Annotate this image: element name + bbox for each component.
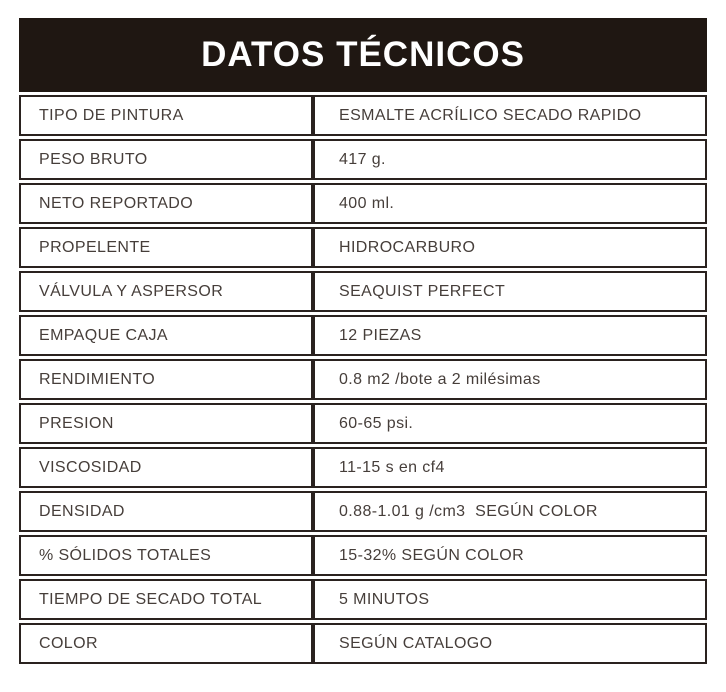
- row-value: 12 PIEZAS: [339, 326, 422, 344]
- row-label-cell: [21, 493, 315, 530]
- row-label: RENDIMIENTO: [39, 370, 156, 388]
- row-value-cell: [315, 361, 705, 398]
- row-value: HIDROCARBURO: [339, 238, 476, 256]
- table-row: [19, 623, 707, 664]
- table-title: DATOS TÉCNICOS: [201, 35, 525, 74]
- row-value: ESMALTE ACRÍLICO SECADO RAPIDO: [339, 106, 642, 124]
- row-value-cell: [315, 493, 705, 530]
- row-label-cell: [21, 537, 315, 574]
- row-value-cell: [315, 141, 705, 178]
- table-row: [19, 271, 707, 312]
- table-row: [19, 447, 707, 488]
- row-label: % SÓLIDOS TOTALES: [39, 546, 212, 564]
- row-value: 15-32% SEGÚN COLOR: [339, 546, 525, 564]
- row-label-cell: [21, 141, 315, 178]
- row-label: TIEMPO DE SECADO TOTAL: [39, 590, 263, 608]
- row-label: VÁLVULA Y ASPERSOR: [39, 282, 224, 300]
- row-value-cell: [315, 317, 705, 354]
- row-label: NETO REPORTADO: [39, 194, 194, 212]
- row-label: EMPAQUE CAJA: [39, 326, 168, 344]
- row-value-cell: [315, 625, 705, 662]
- table-row: [19, 183, 707, 224]
- row-value-cell: [315, 449, 705, 486]
- row-label-cell: [21, 449, 315, 486]
- row-label-cell: [21, 581, 315, 618]
- row-value-cell: [315, 229, 705, 266]
- table-row: [19, 359, 707, 400]
- table-rows: [19, 95, 707, 664]
- row-label-cell: [21, 361, 315, 398]
- table-row: [19, 139, 707, 180]
- row-value: 417 g.: [339, 150, 386, 168]
- row-label-cell: [21, 405, 315, 442]
- table-row: [19, 535, 707, 576]
- row-value-cell: [315, 581, 705, 618]
- row-label-cell: [21, 97, 315, 134]
- table-row: [19, 315, 707, 356]
- technical-data-table: [19, 18, 707, 664]
- table-row: [19, 403, 707, 444]
- row-label-cell: [21, 317, 315, 354]
- row-value: 0.8 m2 /bote a 2 milésimas: [339, 370, 541, 388]
- row-value: 11-15 s en cf4: [339, 458, 445, 476]
- row-value: SEGÚN CATALOGO: [339, 634, 493, 652]
- table-header: [19, 18, 707, 92]
- row-label: COLOR: [39, 634, 98, 652]
- table-row: [19, 95, 707, 136]
- row-label-cell: [21, 185, 315, 222]
- row-value: SEAQUIST PERFECT: [339, 282, 506, 300]
- row-value-cell: [315, 405, 705, 442]
- row-value-cell: [315, 185, 705, 222]
- row-label-cell: [21, 625, 315, 662]
- table-row: [19, 227, 707, 268]
- row-label: PESO BRUTO: [39, 150, 148, 168]
- row-label-cell: [21, 229, 315, 266]
- row-value: 5 MINUTOS: [339, 590, 430, 608]
- row-value: 400 ml.: [339, 194, 395, 212]
- row-value: 0.88-1.01 g /cm3 SEGÚN COLOR: [339, 502, 598, 520]
- table-row: [19, 491, 707, 532]
- row-label: DENSIDAD: [39, 502, 125, 520]
- table-row: [19, 579, 707, 620]
- row-label: PRESION: [39, 414, 114, 432]
- row-value-cell: [315, 97, 705, 134]
- row-value-cell: [315, 537, 705, 574]
- row-label: VISCOSIDAD: [39, 458, 142, 476]
- row-label: TIPO DE PINTURA: [39, 106, 184, 124]
- row-value: 60-65 psi.: [339, 414, 414, 432]
- row-value-cell: [315, 273, 705, 310]
- row-label-cell: [21, 273, 315, 310]
- row-label: PROPELENTE: [39, 238, 151, 256]
